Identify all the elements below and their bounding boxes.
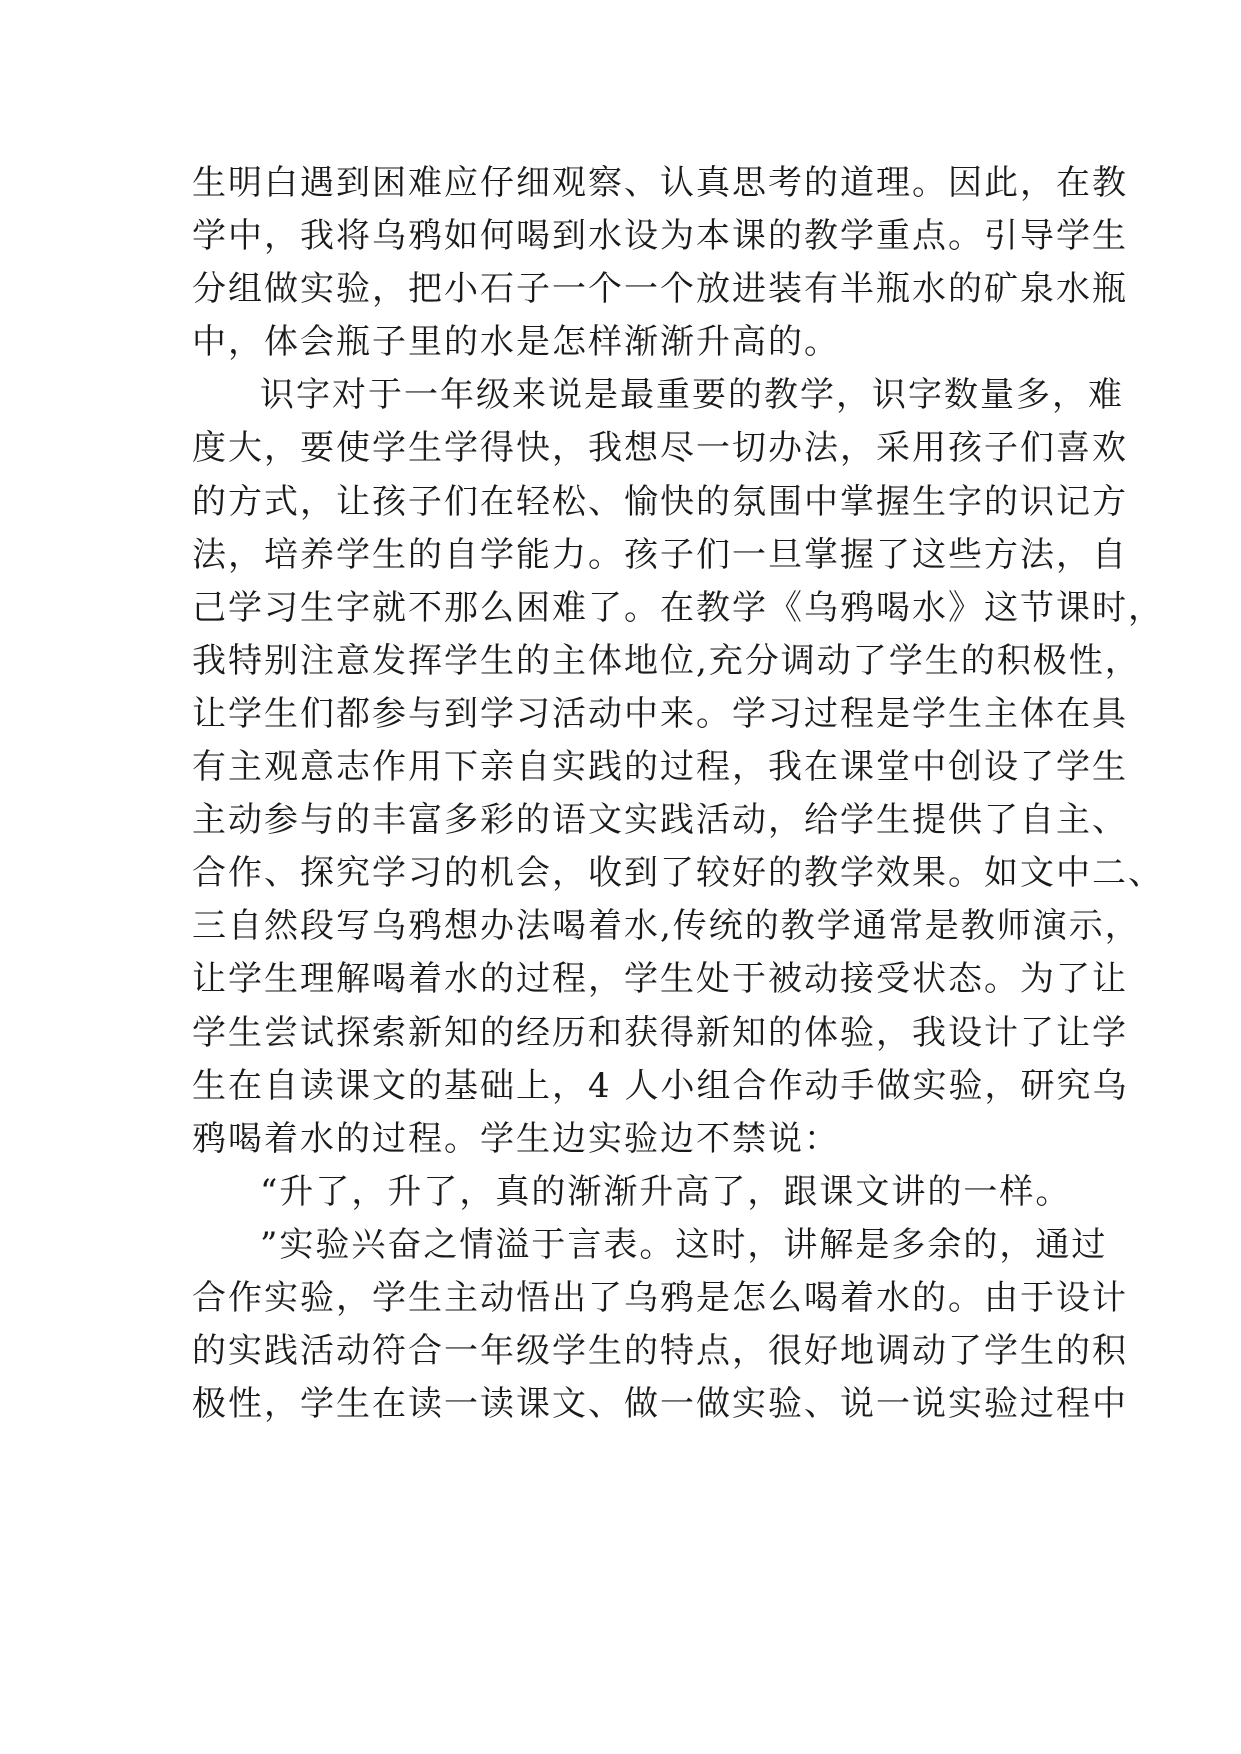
text-line: 三自然段写乌鸦想办法喝着水,传统的教学通常是教师演示， xyxy=(192,906,1141,947)
text-line: 让学生们都参与到学习活动中来。学习过程是学生主体在具 xyxy=(192,693,1128,734)
paragraph-first-line: “升了，升了，真的渐渐升高了，跟课文讲的一样。 xyxy=(260,1171,1072,1212)
text-line: 我特别注意发挥学生的主体地位,充分调动了学生的积极性， xyxy=(192,640,1141,681)
paragraph-first-line: 识字对于一年级来说是最重要的教学，识字数量多，难 xyxy=(260,375,1124,416)
text-line: 生明白遇到困难应仔细观察、认真思考的道理。因此，在教 xyxy=(192,163,1128,203)
text-line: 合作实验，学生主动悟出了乌鸦是怎么喝着水的。由于设计 xyxy=(192,1277,1128,1318)
text-line: 中，体会瓶子里的水是怎样渐渐升高的。 xyxy=(192,322,840,363)
text-line: 鸦喝着水的过程。学生边实验边不禁说： xyxy=(192,1118,840,1159)
text-line: 己学习生字就不那么困难了。在教学《乌鸦喝水》这节课时， xyxy=(192,587,1164,628)
text-line: 主动参与的丰富多彩的语文实践活动，给学生提供了自主、 xyxy=(192,800,1128,841)
text-line: 极性，学生在读一读课文、做一做实验、说一说实验过程中 xyxy=(192,1384,1128,1425)
text-line: 学生尝试探索新知的经历和获得新知的体验，我设计了让学 xyxy=(192,1012,1128,1053)
body-text xyxy=(192,157,1164,1431)
text-line: 让学生理解喝着水的过程，学生处于被动接受状态。为了让 xyxy=(192,959,1128,1000)
text-line: 的实践活动符合一年级学生的特点，很好地调动了学生的积 xyxy=(192,1331,1128,1372)
text-line: 生在自读课文的基础上，4 人小组合作动手做实验，研究乌 xyxy=(192,1065,1129,1106)
text-line: 度大，要使学生学得快，我想尽一切办法，采用孩子们喜欢 xyxy=(192,428,1128,469)
text-line: 合作、探究学习的机会，收到了较好的教学效果。如文中二、 xyxy=(192,853,1164,894)
text-line: 有主观意志作用下亲自实践的过程，我在课堂中创设了学生 xyxy=(192,747,1128,788)
text-line: 学中，我将乌鸦如何喝到水设为本课的教学重点。引导学生 xyxy=(192,216,1128,257)
text-line: 的方式，让孩子们在轻松、愉快的氛围中掌握生字的识记方 xyxy=(192,481,1128,522)
text-line: 分组做实验，把小石子一个一个放进装有半瓶水的矿泉水瓶 xyxy=(192,269,1128,310)
text-line: 法，培养学生的自学能力。孩子们一旦掌握了这些方法，自 xyxy=(192,534,1128,575)
paragraph-first-line: ”实验兴奋之情溢于言表。这时，讲解是多余的，通过 xyxy=(260,1224,1108,1265)
